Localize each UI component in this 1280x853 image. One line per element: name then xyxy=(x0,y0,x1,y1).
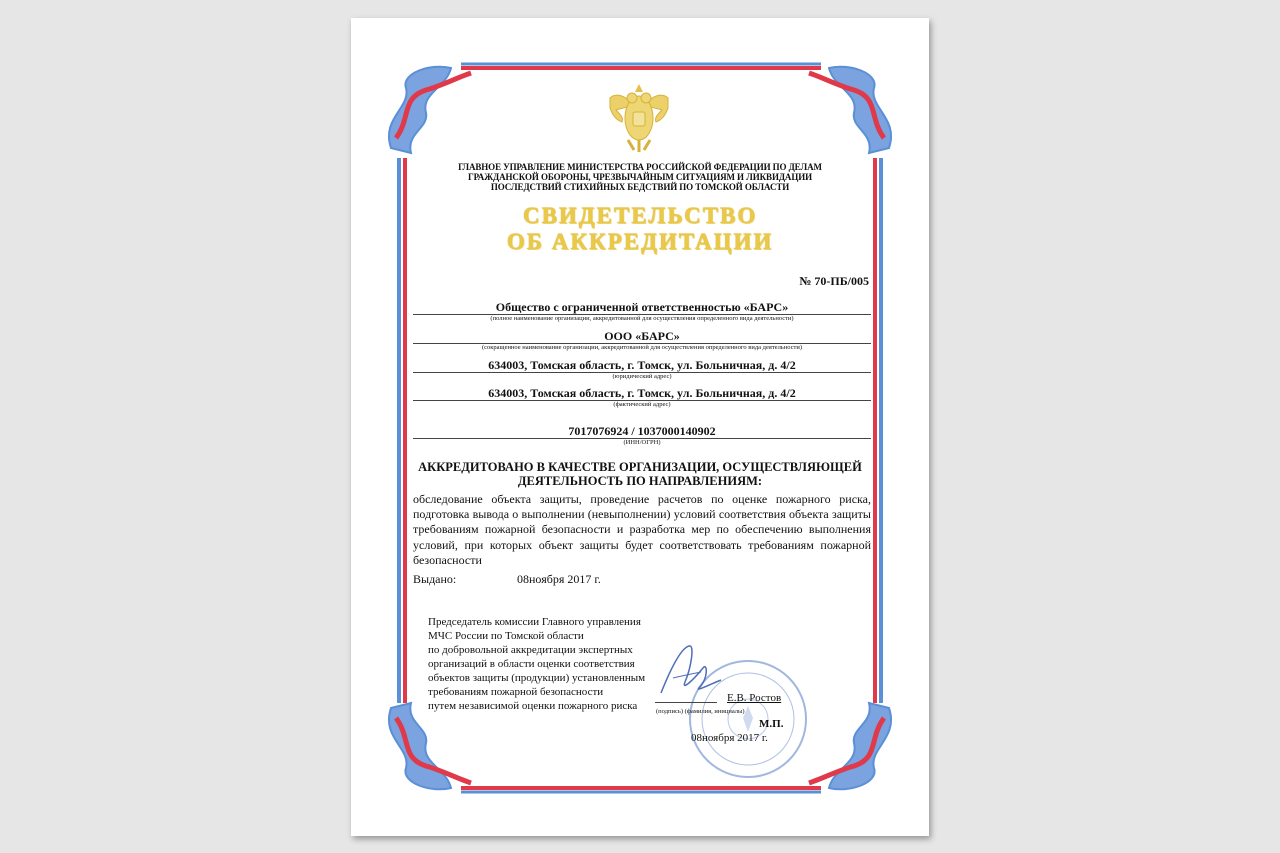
chairman-line: путем независимой оценки пожарного риска xyxy=(428,700,638,712)
certificate-sheet xyxy=(351,18,929,836)
chairman-line: по добровольной аккредитации экспертных xyxy=(428,644,633,656)
short-name-value: ООО «БАРС» xyxy=(604,329,680,343)
full-name-caption: (полное наименование организации, аккредитованной для осуществления определенного вида деятельности) xyxy=(490,315,794,322)
actual-address-caption: (фактический адрес) xyxy=(613,401,671,408)
signature-line xyxy=(655,702,717,703)
ribbon-corner-top-left xyxy=(389,67,471,153)
chairman-line: объектов защиты (продукции) установленным xyxy=(428,672,646,684)
short-name-caption: (сокращенное наименование организации, аккредитованной для осуществления определенного вида деятельности) xyxy=(481,344,803,351)
accreditation-heading xyxy=(351,460,929,488)
field-actual-address xyxy=(413,386,871,409)
field-short-name xyxy=(413,329,871,352)
accreditation-line-2: ДЕЯТЕЛЬНОСТЬ ПО НАПРАВЛЕНИЯМ: xyxy=(517,474,763,488)
full-name-value: Общество с ограниченной ответственностью «БАРС» xyxy=(495,300,789,314)
accreditation-scope-text: обследование объекта защиты, проведение расчетов по оценке пожарного риска, подготовка вывода о выполнении (невыполнении) условий соответствия объекта защиты требованиям пожарной безопасности и разработка мер по обеспечению выполнения условий, при которых объект защиты будет соответствовать требованиям пожарной безопасности xyxy=(413,492,871,567)
inn-ogrn-value: 7017076924 / 1037000140902 xyxy=(568,424,716,438)
inn-ogrn-caption: (ИНН/ОГРН) xyxy=(623,439,661,446)
ribbon-corner-top-right xyxy=(809,67,891,153)
issued-date: 08ноября 2017 г. xyxy=(517,572,601,586)
authority-line-1: ГЛАВНОЕ УПРАВЛЕНИЕ МИНИСТЕРСТВА РОССИЙСКОЙ ФЕДЕРАЦИИ ПО ДЕЛАМ xyxy=(458,162,822,172)
signature-caption: (подпись) (фамилия, инициалы) xyxy=(656,708,745,715)
chairman-line: организаций в области оценки соответствия xyxy=(428,658,635,670)
ribbon-corner-bottom-left xyxy=(389,703,471,789)
title-line-2: ОБ АККРЕДИТАЦИИ xyxy=(506,229,774,254)
authority-line-3: ПОСЛЕДСТВИЙ СТИХИЙНЫХ БЕДСТВИЙ ПО ТОМСКОЙ ОБЛАСТИ xyxy=(490,182,790,192)
russian-coat-of-arms-icon xyxy=(602,78,676,154)
ribbon-corner-bottom-right xyxy=(809,703,891,789)
chairman-line: Председатель комиссии Главного управления xyxy=(428,616,641,628)
title-line-1: СВИДЕТЕЛЬСТВО xyxy=(522,203,758,228)
certificate-number: № 70-ПБ/005 xyxy=(799,274,869,288)
stamp-place-label: М.П. xyxy=(759,718,784,730)
field-inn-ogrn xyxy=(413,424,871,447)
chairman-line: требованиям пожарной безопасности xyxy=(428,686,604,698)
issuing-authority xyxy=(351,162,929,192)
legal-address-caption: (юридический адрес) xyxy=(612,373,672,380)
legal-address-value: 634003, Томская область, г. Томск, ул. Больничная, д. 4/2 xyxy=(488,358,796,372)
actual-address-value: 634003, Томская область, г. Томск, ул. Больничная, д. 4/2 xyxy=(488,386,796,400)
issued-label: Выдано: xyxy=(413,572,457,586)
authority-line-2: ГРАЖДАНСКОЙ ОБОРОНЫ, ЧРЕЗВЫЧАЙНЫМ СИТУАЦИЯМ И ЛИКВИДАЦИИ xyxy=(467,172,813,182)
signatory-name: Е.В. Ростов xyxy=(727,692,782,704)
chairman-line: МЧС России по Томской области xyxy=(428,630,584,642)
field-legal-address xyxy=(413,358,871,381)
field-full-name xyxy=(413,300,871,323)
handwritten-signature-icon xyxy=(651,638,731,708)
accreditation-line-1: АККРЕДИТОВАНО В КАЧЕСТВЕ ОРГАНИЗАЦИИ, ОСУЩЕСТВЛЯЮЩЕЙ xyxy=(418,460,862,474)
signature-date: 08ноября 2017 г. xyxy=(691,732,768,744)
